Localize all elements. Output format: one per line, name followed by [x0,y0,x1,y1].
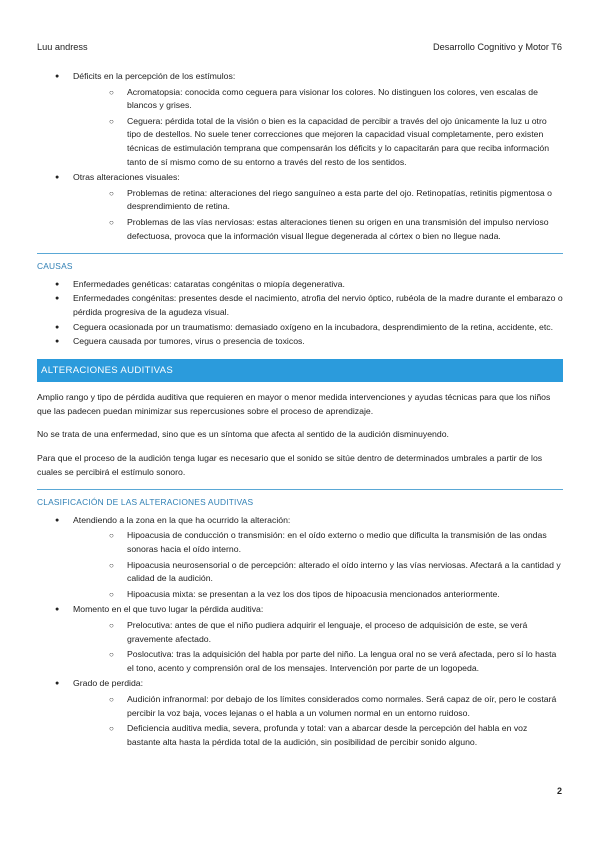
list-item: ● Enfermedades congénitas: presentes desde el nacimiento, atrofia del nervio óptico, rubéola de la madre durante el embarazo o pérdida progresiva de la agudeza visual. [37,292,563,319]
header-subject: Desarrollo Cognitivo y Motor T6 [432,42,562,52]
section-divider [37,489,563,490]
causas-list [37,278,563,349]
clasificacion-list [37,514,563,750]
list-item: ○ Problemas de las vías nerviosas: estas alteraciones tienen su origen en una transmisión del impulso nervioso defectuosa, provoca que la información visual llegue degenerada al córtex o bien no llegue nada. [109,216,563,243]
causas-heading: CAUSAS [37,261,73,272]
group-title: Atendiendo a la zona en la que ha ocurrido la alteración: [73,514,291,525]
list-item: ○ Poslocutiva: tras la adquisición del habla por parte del niño. La lengua oral no se verá afectada, pero sí lo hasta el tono, acento y comprensión oral de los mensajes. Intervención por parte de un logopeda. [109,648,563,675]
page-content [37,70,563,751]
paragraph: No se trata de una enfermedad, sino que es un síntoma que afecta al sentido de la audición disminuyendo. [37,429,449,440]
list-item: ● Ceguera ocasionada por un traumatismo: demasiado oxígeno en la incubadora, desprendimiento de la retina, accidente, etc. [37,321,563,335]
list-item: ○ Ceguera: pérdida total de la visión o bien es la capacidad de percibir a través del ojo únicamente la luz u otro tipo de destellos. No suele tener correcciones que mejoren la capacidad visual completamente, pero existen técnicas de estimulación temprana que compensarán los déficits y lo capacitarán para que reciba información tanto de sí mismo como de su entorno a través del resto de los sentidos. [109,115,563,169]
auditivas-heading: ALTERACIONES AUDITIVAS [37,359,563,383]
list-item: ○ Prelocutiva: antes de que el niño pudiera adquirir el lenguaje, el proceso de adquisición de este, se verá gravemente afectado. [109,619,563,646]
list-item: ○ Hipoacusia de conducción o transmisión: en el oído externo o medio que dificulta la transmisión de las ondas sonoras hacia el oído interno. [109,529,563,556]
group-title: Grado de perdida: [73,678,144,689]
list-item [37,171,563,243]
list-item [37,70,563,169]
page-number: 2 [556,786,562,796]
deficits-title: Déficits en la percepción de los estímulos: [73,71,236,81]
list-item: ● Enfermedades genéticas: cataratas congénitas o miopía degenerativa. [37,278,563,292]
list-item: ○ Problemas de retina: alteraciones del riego sanguíneo a esta parte del ojo. Retinopatías, retinitis pigmentosa o desprendimiento de retina. [109,187,563,214]
paragraph: Amplio rango y tipo de pérdida auditiva que requieren en mayor o menor medida intervenciones y ayudas técnicas para que los niños que las padecen puedan minimizar sus repercusiones sobre el proceso de aprendizaje. [37,392,551,416]
list-item: ○ Acromatopsia: conocida como ceguera para visionar los colores. No distinguen los colores, ven escalas de blancos y grises. [109,86,563,113]
list-item: ○ Hipoacusia neurosensorial o de percepción: alterado el oído interno y las vías nerviosas. Afectará a la cantidad y calidad de la audición. [109,559,563,586]
clasificacion-heading: CLASIFICACIÓN DE LAS ALTERACIONES AUDITIVAS [37,497,254,508]
group-title: Momento en el que tuvo lugar la pérdida auditiva: [73,604,264,615]
header-author: Luu andress [37,42,88,52]
paragraph: Para que el proceso de la audición tenga lugar es necesario que el sonido se sitúe dentro de determinados umbrales a partir de los cuales se percibirá el estímulo sonoro. [37,453,543,477]
list-item [37,603,563,675]
otras-title: Otras alteraciones visuales: [73,172,180,183]
section-divider [37,253,563,254]
list-item: ● Ceguera causada por tumores, virus o presencia de toxicos. [37,335,563,349]
list-item: ○ Audición infranormal: por debajo de los límites considerados como normales. Será capaz de oír, pero le costará percibir la voz baja, voces lejanas o el habla a un volumen normal en un entorno ruidoso. [109,693,563,720]
visual-deficits-list [37,70,563,243]
list-item: ○ Hipoacusia mixta: se presentan a la vez los dos tipos de hipoacusia mencionados anteriormente. [109,588,563,602]
list-item [37,514,563,602]
list-item [37,677,563,749]
list-item: ○ Deficiencia auditiva media, severa, profunda y total: van a abarcar desde la percepción del habla en voz bastante alta hasta la pérdida total de la audición, sin posibilidad de percibir sonido alguno. [109,722,563,749]
